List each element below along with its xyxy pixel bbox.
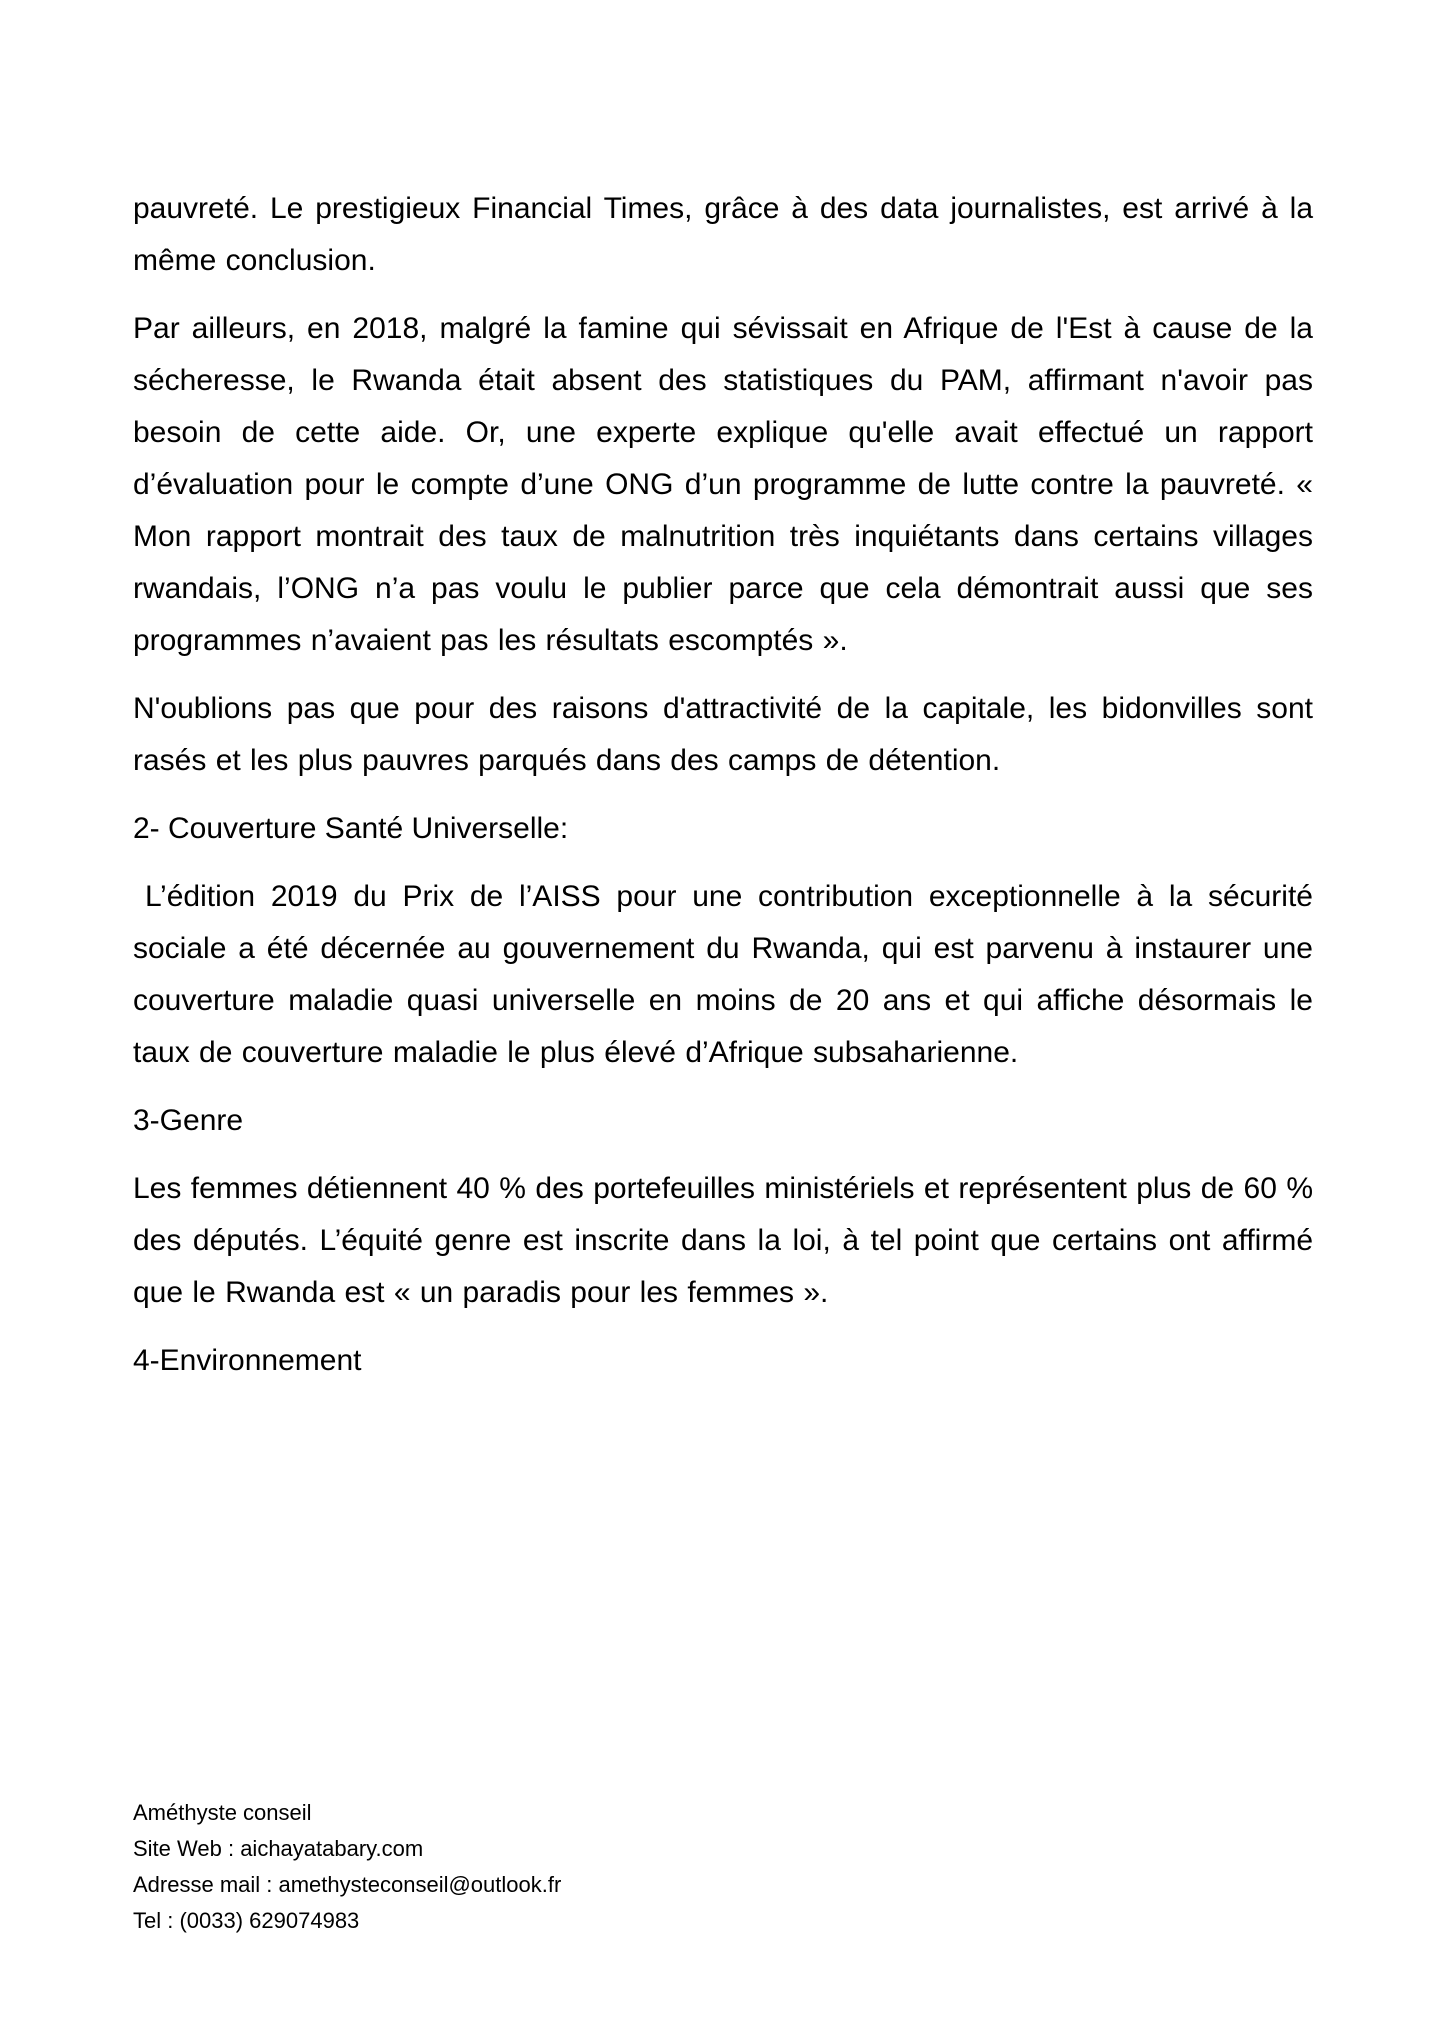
section-heading-couverture-sante: 2- Couverture Santé Universelle: <box>133 812 569 845</box>
footer-website: Site Web : aichayatabary.com <box>133 1836 424 1861</box>
paragraph: pauvreté. Le prestigieux Financial Times, grâce à des data journalistes, est arrivé à la même conclusion. <box>133 192 1313 277</box>
section-heading-environnement: 4-Environnement <box>133 1344 362 1377</box>
document-body <box>133 183 1313 1403</box>
section-heading-genre: 3-Genre <box>133 1104 244 1137</box>
paragraph: Les femmes détiennent 40 % des portefeuilles ministériels et représentent plus de 60 % des députés. L’équité genre est inscrite dans la loi, à tel point que certains ont affirmé que le Rwanda est « un paradis pour les femmes ». <box>133 1172 1313 1309</box>
paragraph: L’édition 2019 du Prix de l’AISS pour une contribution exceptionnelle à la sécurité sociale a été décernée au gouvernement du Rwanda, qui est parvenu à instaurer une couverture maladie quasi universelle en moins de 20 ans et qui affiche désormais le taux de couverture maladie le plus élevé d’Afrique subsaharienne. <box>133 880 1313 1069</box>
footer-email: Adresse mail : amethysteconseil@outlook.fr <box>133 1872 562 1897</box>
page-footer <box>133 1795 1033 1939</box>
paragraph: Par ailleurs, en 2018, malgré la famine qui sévissait en Afrique de l'Est à cause de la sécheresse, le Rwanda était absent des statistiques du PAM, affirmant n'avoir pas besoin de cette aide. Or, une experte explique qu'elle avait effectué un rapport d’évaluation pour le compte d’une ONG d’un programme de lutte contre la pauvreté. « Mon rapport montrait des taux de malnutrition très inquiétants dans certains villages rwandais, l’ONG n’a pas voulu le publier parce que cela démontrait aussi que ses programmes n’avaient pas les résultats escomptés ». <box>133 312 1313 657</box>
paragraph: N'oublions pas que pour des raisons d'attractivité de la capitale, les bidonvilles sont rasés et les plus pauvres parqués dans des camps de détention. <box>133 692 1313 777</box>
footer-company-name: Améthyste conseil <box>133 1800 312 1825</box>
footer-phone: Tel : (0033) 629074983 <box>133 1908 360 1933</box>
